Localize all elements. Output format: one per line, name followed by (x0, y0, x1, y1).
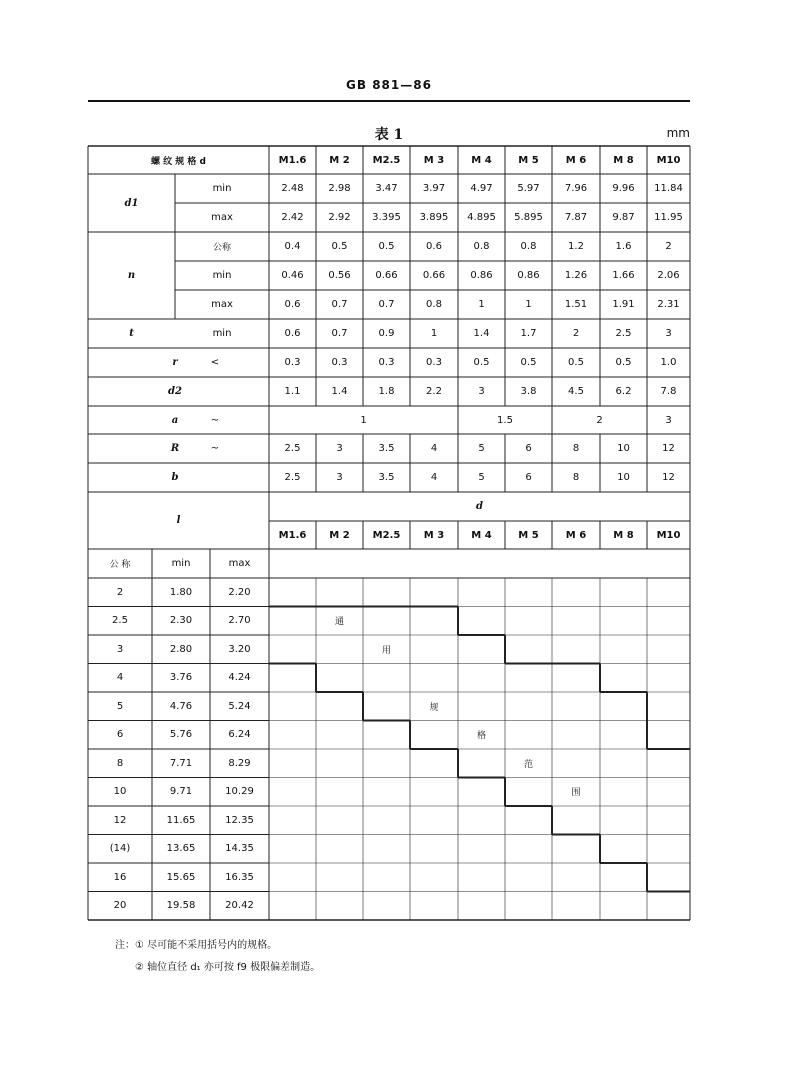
n-symbol: n (127, 270, 136, 281)
spec-header-label: 螺 纹 规 格 d (151, 156, 206, 167)
d1-max-value: 7.87 (564, 212, 588, 223)
t-symbol: t (129, 328, 134, 339)
R-approx: ~ (210, 443, 220, 454)
d1-min-label: min (212, 183, 232, 194)
l-max-value: 2.20 (228, 586, 251, 598)
l-nom-value: 16 (113, 871, 127, 883)
d1-max-value: 4.895 (467, 212, 496, 223)
d1-min-value: 9.96 (612, 183, 635, 194)
b-value: 8 (572, 472, 580, 483)
l-nom-value: 2.5 (112, 615, 128, 627)
R-symbol: R (170, 443, 180, 454)
l-size-8: M10 (656, 529, 681, 541)
t-value: 0.9 (378, 328, 395, 339)
l-nom-value: 3 (116, 643, 124, 655)
d2-value: 7.8 (660, 386, 677, 397)
l-min-value: 19.58 (166, 900, 196, 912)
l-max-value: 5.24 (228, 700, 251, 712)
n-min-value: 0.86 (517, 270, 540, 281)
b-value: 6 (525, 472, 532, 483)
n-max-value: 1 (525, 299, 532, 310)
t-value: 0.6 (284, 328, 301, 339)
l-nom-value: 5 (116, 700, 124, 712)
l-min-value: 1.80 (169, 586, 193, 598)
d2-value: 4.5 (568, 386, 584, 397)
d1-symbol-cell (88, 174, 175, 232)
t-value: 2.5 (615, 328, 632, 339)
l-max-value: 12.35 (225, 814, 254, 826)
a-approx: ~ (210, 414, 220, 426)
range-label-char: 通 (334, 617, 344, 628)
l-nom-value: 10 (113, 786, 127, 798)
a-value-group1: 1 (360, 414, 367, 426)
R-value: 5 (478, 443, 485, 454)
range-label-char: 围 (571, 788, 581, 799)
l-col-max: max (228, 558, 251, 569)
spec-size-2: M2.5 (372, 154, 401, 166)
spec-size-6: M 6 (565, 154, 587, 166)
n-max-value: 1.91 (612, 299, 635, 310)
r-value: 0.3 (284, 357, 301, 368)
l-max-value: 6.24 (228, 729, 251, 741)
b-value: 3.5 (378, 472, 395, 483)
t-value: 1.7 (520, 328, 537, 339)
d1-max-value: 3.395 (372, 212, 401, 223)
n-min-label: min (212, 270, 232, 281)
t-min-label: min (212, 328, 232, 339)
d2-value: 3.8 (520, 386, 537, 397)
n-min-value: 0.56 (328, 270, 351, 281)
R-value: 10 (617, 443, 630, 454)
b-value: 3 (336, 472, 343, 483)
r-value: 0.3 (331, 357, 348, 368)
spec-size-8: M10 (656, 154, 681, 166)
n-nom-value: 0.6 (426, 241, 442, 252)
l-nom-value: (14) (109, 843, 131, 855)
l-max-value: 8.29 (228, 757, 251, 769)
R-value: 6 (525, 443, 532, 454)
spec-size-0: M1.6 (278, 154, 307, 166)
spec-size-5: M 5 (518, 154, 539, 166)
r-value: 0.5 (473, 357, 490, 368)
t-value: 1.4 (473, 328, 490, 339)
n-max-value: 1 (478, 299, 485, 310)
n-nom-value: 1.6 (615, 241, 632, 252)
n-nom-value: 0.5 (331, 241, 348, 252)
d1-min-value: 3.97 (422, 183, 446, 194)
R-value: 3 (336, 443, 343, 454)
d1-min-value: 7.96 (564, 183, 588, 194)
l-max-value: 3.20 (228, 643, 251, 655)
t-value: 2 (572, 328, 580, 339)
r-value: 0.5 (520, 357, 537, 368)
l-max-value: 10.29 (225, 786, 254, 798)
n-max-value: 0.7 (331, 299, 348, 310)
a-value-group3: 2 (596, 414, 603, 426)
R-value: 12 (662, 443, 675, 454)
l-min-value: 15.65 (166, 871, 196, 883)
l-min-value: 4.76 (169, 700, 193, 712)
l-max-value: 16.35 (225, 871, 254, 883)
range-label-char: 格 (476, 731, 486, 742)
n-nom-value: 0.8 (473, 241, 490, 252)
n-nom-value: 0.5 (378, 241, 395, 252)
d1-min-value: 2.48 (281, 183, 304, 194)
a-value-group2: 1.5 (497, 414, 513, 426)
d2-value: 1.4 (331, 386, 348, 397)
l-symbol: l (176, 515, 181, 526)
r-value: 0.5 (615, 357, 632, 368)
d2-symbol: d2 (168, 386, 182, 397)
standard-number: GB 881—86 (346, 78, 432, 92)
l-nom-value: 6 (116, 729, 124, 741)
l-col-min: min (171, 558, 191, 569)
t-value: 1 (430, 328, 438, 339)
d1-max-label: max (211, 212, 233, 223)
n-min-value: 0.66 (375, 270, 398, 281)
d1-min-value: 11.84 (654, 183, 683, 194)
l-max-value: 20.42 (225, 900, 254, 912)
d1-min-value: 3.47 (375, 183, 398, 194)
spec-size-3: M 3 (423, 154, 445, 166)
l-nom-value: 12 (113, 814, 127, 826)
d1-max-value: 3.895 (419, 212, 449, 223)
r-value: 0.3 (378, 357, 395, 368)
l-size-7: M 8 (613, 529, 634, 541)
d2-value: 1.8 (378, 386, 395, 397)
l-col-nom: 公 称 (109, 560, 131, 570)
l-min-value: 7.71 (169, 757, 193, 769)
n-min-value: 0.66 (422, 270, 446, 281)
d1-max-value: 2.92 (328, 212, 351, 223)
r-symbol: r (172, 357, 178, 368)
R-value: 8 (572, 443, 580, 454)
range-label-char: 范 (523, 759, 533, 770)
n-nom-value: 0.4 (284, 241, 301, 252)
b-value: 5 (478, 472, 485, 483)
d1-max-value: 2.42 (281, 212, 304, 223)
l-d-symbol: d (476, 501, 483, 512)
n-nom-label: 公称 (212, 243, 231, 253)
R-value: 2.5 (284, 443, 301, 454)
t-value: 0.7 (331, 328, 348, 339)
d1-symbol: d1 (124, 197, 139, 209)
R-value: 3.5 (378, 443, 395, 454)
n-max-label: max (211, 299, 233, 310)
unit-label: mm (666, 126, 690, 140)
n-max-value: 0.6 (284, 299, 301, 310)
n-min-value: 2.06 (657, 270, 680, 281)
b-value: 2.5 (284, 472, 301, 483)
d1-max-value: 11.95 (654, 212, 683, 223)
d2-value: 6.2 (615, 386, 632, 397)
l-nom-value: 8 (116, 757, 124, 769)
a-symbol: a (171, 414, 179, 426)
r-value: 1.0 (660, 357, 677, 368)
l-size-0: M1.6 (278, 529, 307, 541)
spec-size-4: M 4 (471, 154, 492, 166)
n-max-value: 1.51 (564, 299, 588, 310)
d1-max-value: 9.87 (612, 212, 635, 223)
l-nom-value: 4 (116, 672, 124, 684)
l-min-value: 9.71 (169, 786, 193, 798)
note-1: 注：① 尽可能不采用括号内的规格。 (115, 940, 278, 951)
l-size-4: M 4 (471, 529, 492, 541)
note-2: ② 轴位直径 d₁ 亦可按 f9 极限偏差制造。 (135, 962, 321, 973)
l-min-value: 13.65 (166, 843, 196, 855)
n-min-value: 1.66 (612, 270, 635, 281)
table-title: 表 1 (374, 127, 404, 143)
R-value: 4 (430, 443, 438, 454)
d1-min-value: 5.97 (517, 183, 540, 194)
l-nom-value: 2 (116, 586, 124, 598)
b-value: 12 (662, 472, 675, 483)
n-max-value: 0.7 (378, 299, 395, 310)
n-max-value: 2.31 (657, 299, 680, 310)
b-value: 4 (430, 472, 438, 483)
r-bound: < (210, 357, 220, 368)
l-max-value: 2.70 (228, 615, 251, 627)
b-symbol: b (171, 472, 179, 483)
d2-value: 1.1 (284, 386, 301, 397)
n-nom-value: 1.2 (568, 241, 584, 252)
d1-max-value: 5.895 (514, 212, 543, 223)
a-value-group4: 3 (665, 414, 672, 426)
l-size-6: M 6 (565, 529, 587, 541)
l-size-2: M2.5 (372, 529, 401, 541)
d1-min-value: 4.97 (470, 183, 493, 194)
n-min-value: 0.46 (281, 270, 304, 281)
l-size-5: M 5 (518, 529, 539, 541)
spec-size-7: M 8 (613, 154, 634, 166)
l-min-value: 2.30 (169, 615, 193, 627)
n-min-value: 0.86 (470, 270, 493, 281)
t-value: 3 (665, 328, 672, 339)
b-value: 10 (617, 472, 630, 483)
l-nom-value: 20 (113, 900, 127, 912)
l-min-value: 5.76 (169, 729, 193, 741)
n-nom-value: 0.8 (520, 241, 537, 252)
n-nom-value: 2 (665, 241, 672, 252)
d1-min-value: 2.98 (328, 183, 351, 194)
d2-value: 2.2 (426, 386, 442, 397)
r-value: 0.3 (426, 357, 442, 368)
n-min-value: 1.26 (564, 270, 588, 281)
n-max-value: 0.8 (426, 299, 442, 310)
range-label-char: 用 (381, 645, 391, 656)
spec-size-1: M 2 (329, 154, 350, 166)
l-max-value: 4.24 (228, 672, 251, 684)
l-max-value: 14.35 (225, 843, 254, 855)
range-label-char: 规 (429, 702, 439, 713)
r-value: 0.5 (568, 357, 584, 368)
l-min-value: 11.65 (166, 814, 196, 826)
l-min-value: 2.80 (169, 643, 193, 655)
l-min-value: 3.76 (169, 672, 193, 684)
d2-value: 3 (478, 386, 485, 397)
l-size-3: M 3 (423, 529, 445, 541)
l-size-1: M 2 (329, 529, 350, 541)
